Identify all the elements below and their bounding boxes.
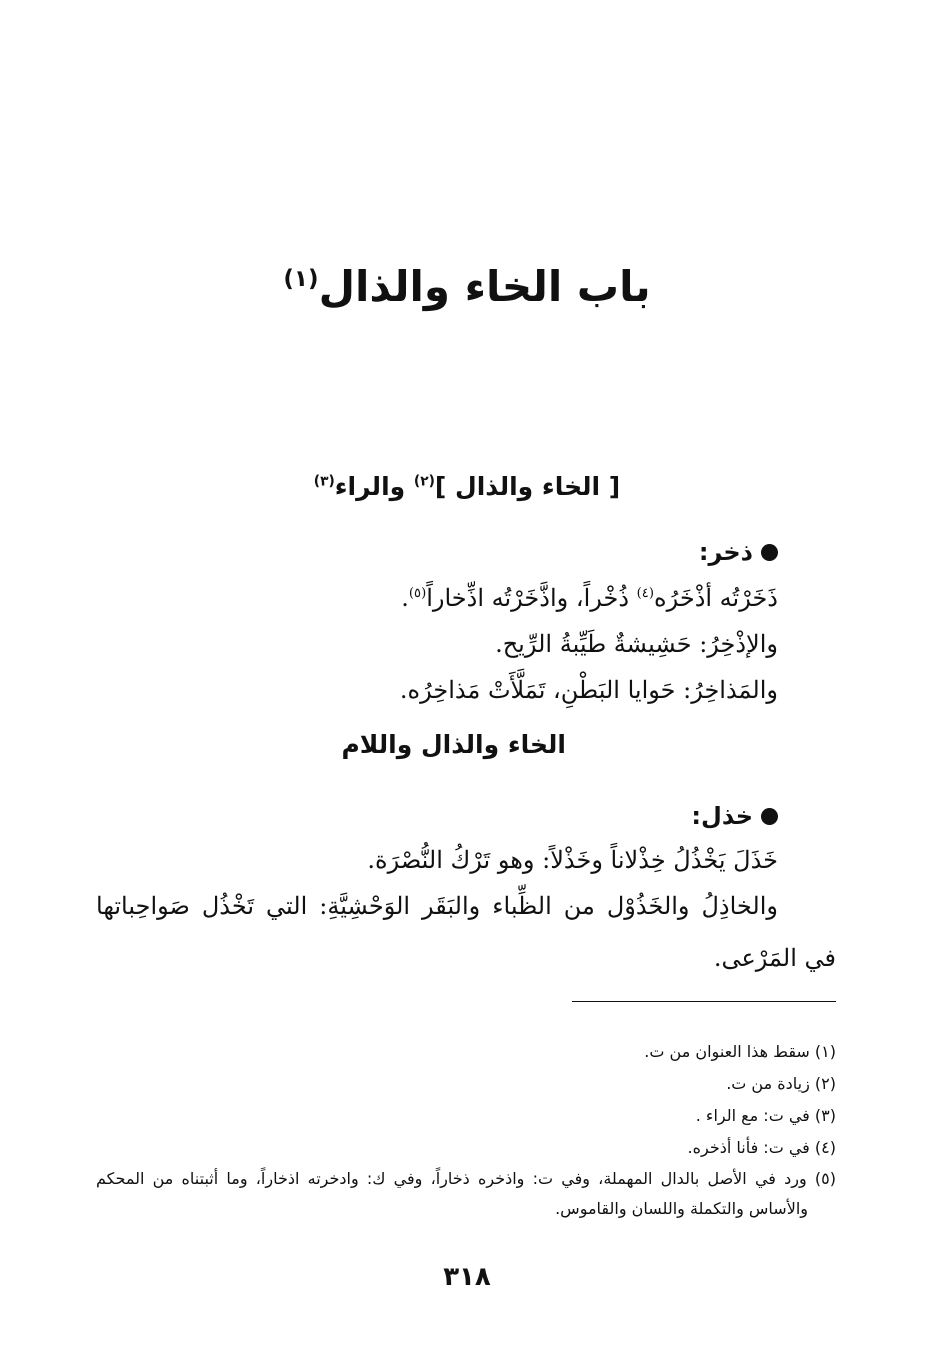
footnote-5: (٥) ورد في الأصل بالدال المهملة، وفي ت: واذخره ذخاراً، وفي ك: وادخرته اذخاراً، وما أثبتناه من المحكم والأساس والتكملة واللسان والقاموس. — [96, 1169, 836, 1218]
footnotes — [96, 1036, 836, 1224]
footnote-marker-5: (٥) — [408, 586, 427, 601]
page-number: ٣١٨ — [443, 1262, 491, 1292]
footnote-separator — [572, 1001, 836, 1002]
footnote-marker-1: (١) — [283, 266, 319, 292]
bullet-icon — [761, 808, 778, 825]
footnote-marker-4: (٤) — [636, 586, 655, 601]
footnote-marker-2: (٢) — [413, 473, 435, 490]
entry-paragraph: والخاذِلُ والخَذُوْل من الظِّباء والبَقَر الوَحْشِيَّةِ: التي تَخْذُل صَواحِباتها في المَرْعى. — [96, 892, 836, 972]
entry-head-dhakhr: ذخر: — [699, 538, 778, 566]
footnote-1: (١) سقط هذا العنوان من ت. — [644, 1042, 836, 1061]
chapter-title: باب الخاء والذال$^{(١)}$ — [283, 262, 651, 311]
footnote-3: (٣) في ت: مع الراء . — [695, 1106, 836, 1125]
section-heading-kha-dhal-ra: [ الخاء والذال ]$^{(٢)}$ والراء$^{(٣)}$ — [313, 472, 621, 501]
section-heading-kha-dhal-lam: الخاء والذال واللام — [341, 730, 566, 759]
footnote-2: (٢) زيادة من ت. — [726, 1074, 836, 1093]
entry-line: والمَذاخِرُ: حَوايا البَطْنِ، تَمَلَّأَتْ مَذاخِرُه. — [399, 676, 778, 704]
footnote-4: (٤) في ت: فأنا أذخره. — [687, 1138, 836, 1157]
footnote-marker-3: (٣) — [313, 473, 335, 490]
bullet-icon — [761, 544, 778, 561]
entry-line: خَذَلَ يَخْذُلُ خِذْلاناً وخَذْلاً: وهو تَرْكُ النُّصْرَة. — [367, 846, 778, 874]
entry-line: ذَخَرْتُه أذْخَرُه$^{(٤)}$ ذُخْراً، واذَّخَرْتُه اذِّخاراً$^{(٥)}$. — [401, 584, 778, 612]
entry-line: والإذْخِرُ: حَشِيشةٌ طَيِّبةُ الرِّيح. — [495, 630, 778, 658]
entry-head-khadhl: خذل: — [691, 802, 778, 830]
